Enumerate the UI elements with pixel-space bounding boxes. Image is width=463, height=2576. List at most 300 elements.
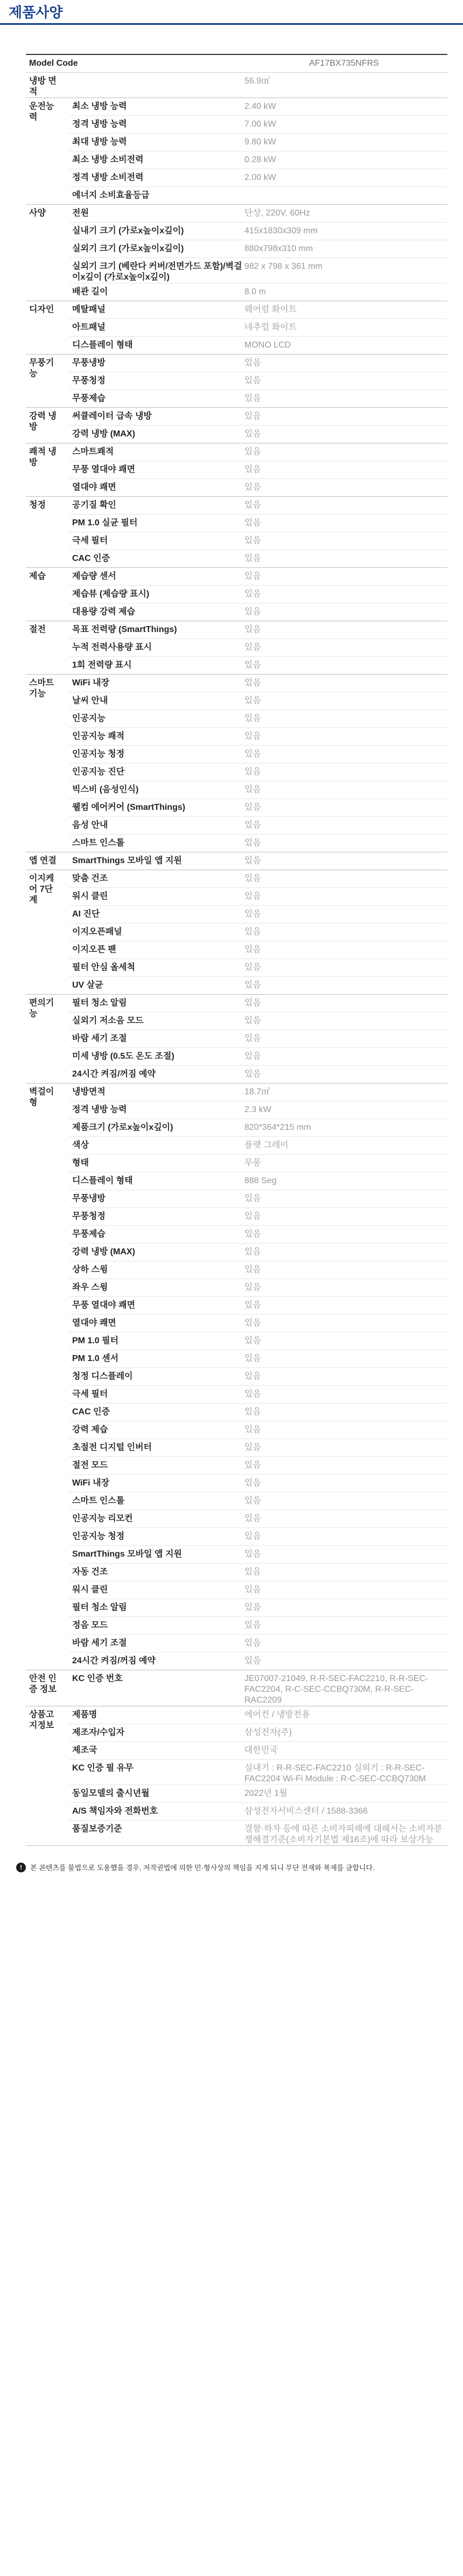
spec-label: KC 인증 필 유무 [72, 1763, 134, 1773]
spec-label: 필터 청소 알림 [72, 998, 127, 1008]
spec-value: 무풍 [244, 1158, 261, 1168]
spec-row [69, 1724, 447, 1742]
spec-row [69, 1297, 447, 1315]
spec-label: 제품명 [72, 1710, 97, 1719]
spec-group [26, 1706, 447, 1846]
spec-group [26, 443, 447, 497]
spec-label: WiFi 내장 [72, 1478, 109, 1488]
spec-row [69, 1386, 447, 1404]
spec-value: 있음 [244, 1336, 261, 1345]
spec-row [69, 169, 447, 187]
spec-row [69, 1226, 447, 1244]
spec-value: 있음 [244, 909, 261, 919]
spec-row [69, 355, 447, 372]
spec-row [69, 1439, 447, 1457]
spec-label: 무풍 열대야 쾌면 [72, 1301, 136, 1310]
spec-row [69, 1208, 447, 1226]
spec-value: 있음 [244, 892, 261, 901]
spec-value: 있음 [244, 874, 261, 883]
spec-label: CAC 인증 [72, 554, 110, 563]
spec-value: 있음 [244, 572, 261, 581]
spec-value: 있음 [244, 1052, 261, 1061]
spec-label: CAC 인증 [72, 1407, 110, 1417]
spec-label: 최대 냉방 능력 [72, 137, 127, 147]
spec-row [69, 586, 447, 603]
spec-value: MONO LCD [244, 341, 291, 350]
spec-value: 있음 [244, 607, 261, 616]
spec-rows [69, 995, 447, 1083]
spec-group-header [26, 995, 69, 1083]
spec-value: 있음 [244, 429, 261, 439]
spec-group-name: 강력 냉방 [29, 412, 57, 432]
spec-label: 무풍 열대야 쾌면 [72, 465, 136, 474]
spec-label: 무풍제습 [72, 1230, 106, 1239]
spec-row [69, 1760, 447, 1785]
spec-row [69, 1012, 447, 1030]
spec-row [69, 835, 447, 852]
spec-label: 절전 모드 [72, 1461, 108, 1470]
spec-row [69, 461, 447, 479]
spec-value: 결함·하자 등에 따른 소비자피해에 대해서는 소비자분쟁해결기준(소비자기본법 제16조)에 따라 보상가능 [244, 1824, 443, 1844]
spec-label: 배관 길이 [72, 287, 108, 296]
spec-value: 있음 [244, 1247, 261, 1256]
spec-rows [69, 852, 447, 870]
spec-row [69, 98, 447, 116]
spec-row [69, 1492, 447, 1510]
spec-value: 있음 [244, 927, 261, 936]
spec-label: 상하 스윙 [72, 1265, 108, 1274]
spec-label: AI 진단 [72, 909, 100, 919]
spec-value: 있음 [244, 1354, 261, 1363]
spec-group-name: 냉방 면적 [29, 77, 57, 96]
spec-row [69, 1119, 447, 1137]
spec-row [69, 977, 447, 994]
spec-label: 제품크기 (가로x높이x깊이) [72, 1123, 173, 1132]
spec-label: 극세 필터 [72, 536, 108, 545]
spec-label: UV 살균 [72, 981, 103, 990]
spec-label: 좌우 스윙 [72, 1283, 108, 1292]
spec-value: 415x1830x309 mm [244, 226, 318, 235]
spec-row [69, 710, 447, 728]
spec-row [69, 1084, 447, 1101]
spec-row [69, 1706, 447, 1724]
spec-group [26, 301, 447, 355]
spec-label: 제조자/수입자 [72, 1728, 125, 1737]
model-code-value: AF17BX735NFRS [309, 59, 379, 68]
spec-value: 있음 [244, 518, 261, 527]
spec-label: 인공지능 청정 [72, 1532, 125, 1541]
spec-label: 열대야 쾌면 [72, 1318, 116, 1328]
spec-value: 있음 [244, 412, 261, 421]
spec-value: 있음 [244, 1194, 261, 1203]
spec-row [69, 73, 447, 90]
spec-group-header [26, 870, 69, 994]
spec-row [69, 337, 447, 354]
spec-group [26, 355, 447, 408]
spec-row [69, 1244, 447, 1261]
spec-label: 에너지 소비효율등급 [72, 191, 150, 200]
spec-row [69, 621, 447, 639]
spec-group [26, 568, 447, 621]
spec-value: 있음 [244, 856, 261, 865]
spec-row [69, 1528, 447, 1546]
spec-row [69, 187, 447, 204]
spec-row [69, 888, 447, 906]
spec-label: 제습뷰 (제습량 표시) [72, 589, 150, 599]
spec-value: 있음 [244, 1514, 261, 1523]
spec-label: 극세 필터 [72, 1390, 108, 1399]
spec-row [69, 301, 447, 319]
spec-label: 미세 냉방 (0.5도 온도 조절) [72, 1052, 174, 1061]
spec-value: 있음 [244, 661, 261, 670]
spec-value: 2.40 kW [244, 102, 276, 111]
spec-row [69, 1785, 447, 1803]
spec-row [69, 1101, 447, 1119]
spec-group-header [26, 205, 69, 301]
spec-row [69, 1821, 447, 1845]
spec-label: 이지오픈패널 [72, 927, 122, 936]
spec-group-header [26, 1084, 69, 1670]
spec-row [69, 390, 447, 407]
spec-group-header [26, 443, 69, 496]
spec-group-header [26, 301, 69, 354]
spec-value: 있음 [244, 589, 261, 599]
spec-value: 있음 [244, 1301, 261, 1310]
spec-label: 품질보증기준 [72, 1824, 122, 1834]
spec-label: 정격 냉방 능력 [72, 1105, 127, 1114]
spec-label: 대용량 강력 제습 [72, 607, 136, 616]
spec-value: JE07007-21049, R-R-SEC-FAC2210, R-R-SEC-FAC2204, R-C-SEC-CCBQ730M, R-R-SEC-RAC2209 [244, 1674, 429, 1705]
spec-label: SmartThings 모바일 앱 지원 [72, 856, 182, 865]
spec-row [69, 240, 447, 258]
spec-label: 강력 냉방 (MAX) [72, 1247, 135, 1256]
spec-value: 982 x 798 x 361 mm [244, 262, 322, 271]
spec-label: A/S 책임자와 전화번호 [72, 1807, 158, 1816]
spec-group-name: 디자인 [29, 305, 54, 314]
spec-label: 디스플레이 형태 [72, 1176, 133, 1185]
spec-group-header [26, 675, 69, 852]
spec-value: 있음 [244, 376, 261, 385]
spec-value: 있음 [244, 358, 261, 367]
spec-value: 있음 [244, 1461, 261, 1470]
spec-value: 있음 [244, 696, 261, 705]
spec-label: 실외기 크기 (베란다 커버/전면가드 포함)/벽걸이x깊이 (가로x높이x깊이) [72, 262, 242, 282]
spec-label: 자동 건조 [72, 1567, 108, 1577]
spec-value [244, 187, 447, 190]
spec-value: 있음 [244, 643, 261, 652]
spec-label: 1회 전력량 표시 [72, 661, 132, 670]
spec-label: 스마트 인스톨 [72, 1496, 125, 1505]
copyright-notice-text: 본 콘텐츠를 불법으로 도용했을 경우, 저작권법에 의한 민·형사상의 책임을 지게 되니 무단 전재와 복제를 금합니다. [30, 1864, 375, 1872]
spec-value: 있음 [244, 945, 261, 954]
spec-label: SmartThings 모바일 앱 지원 [72, 1550, 182, 1559]
spec-row [69, 116, 447, 134]
spec-group [26, 870, 447, 995]
spec-value: 있음 [244, 1585, 261, 1594]
spec-value: 880x798x310 mm [244, 244, 313, 253]
spec-group [26, 205, 447, 301]
spec-row [69, 692, 447, 710]
spec-label: 정음 모드 [72, 1621, 108, 1630]
spec-label: WiFi 내장 [72, 678, 109, 688]
spec-row [69, 1332, 447, 1350]
spec-group [26, 621, 447, 675]
spec-group-name: 제습 [29, 572, 46, 581]
spec-label: 24시간 켜짐/꺼짐 예약 [72, 1656, 156, 1665]
spec-rows [69, 443, 447, 496]
spec-row [69, 151, 447, 169]
spec-group-header [26, 355, 69, 407]
spec-label: 전원 [72, 209, 89, 218]
spec-value: 있음 [244, 749, 261, 759]
spec-group [26, 408, 447, 443]
spec-value: 있음 [244, 1016, 261, 1025]
spec-row [69, 817, 447, 835]
spec-group-name: 스마트 기능 [29, 678, 54, 698]
spec-row [69, 852, 447, 870]
spec-value: 56.9㎡ [244, 77, 270, 86]
spec-row [69, 1635, 447, 1652]
spec-label: 공기질 확인 [72, 501, 116, 510]
spec-value: 7.00 kW [244, 120, 276, 129]
spec-row [69, 568, 447, 586]
spec-value: 단상, 220V, 60Hz [244, 209, 310, 218]
spec-value: 있음 [244, 1603, 261, 1612]
spec-row [69, 1368, 447, 1386]
spec-row [69, 870, 447, 888]
spec-row [69, 479, 447, 496]
spec-row [69, 497, 447, 515]
spec-label: 무풍냉방 [72, 358, 106, 367]
spec-group [26, 73, 447, 98]
spec-label: 형태 [72, 1158, 89, 1168]
spec-label: 제습량 센서 [72, 572, 116, 581]
spec-label: 메탈패널 [72, 305, 106, 314]
spec-label: 스마트쾌적 [72, 447, 114, 456]
spec-value: 삼성전자서비스센터 / 1588-3366 [244, 1807, 368, 1816]
spec-row [69, 205, 447, 223]
spec-value: 있음 [244, 1283, 261, 1292]
spec-label: PM 1.0 실균 필터 [72, 518, 138, 527]
spec-value: 있음 [244, 1656, 261, 1665]
spec-value: 있음 [244, 1230, 261, 1239]
spec-row [69, 1670, 447, 1706]
spec-group-name: 이지케어 7단계 [29, 874, 54, 905]
spec-rows [69, 568, 447, 621]
spec-row [69, 1599, 447, 1617]
spec-group-header [26, 852, 69, 870]
spec-label: 동일모델의 출시년월 [72, 1789, 150, 1798]
spec-row [69, 1350, 447, 1368]
spec-value: 있음 [244, 1034, 261, 1043]
spec-row [69, 1404, 447, 1421]
spec-label: 무풍청정 [72, 1212, 106, 1221]
spec-group-name: 사양 [29, 209, 46, 218]
spec-label: 아트패널 [72, 323, 106, 332]
spec-row [69, 728, 447, 746]
spec-value: 있음 [244, 1265, 261, 1274]
spec-row [69, 1546, 447, 1564]
spec-label: 실외기 저소음 모드 [72, 1016, 144, 1025]
spec-label: 써큘레이터 급속 냉방 [72, 412, 152, 421]
spec-label: 색상 [72, 1141, 89, 1150]
spec-label: 냉방면적 [72, 1087, 106, 1096]
spec-group-name: 운전능력 [29, 102, 54, 122]
spec-label: 무풍냉방 [72, 1194, 106, 1203]
spec-label: 열대야 쾌면 [72, 483, 116, 492]
spec-label: 이지오픈 팬 [72, 945, 116, 954]
spec-label: 제조국 [72, 1746, 97, 1755]
spec-value: 2022년 1월 [244, 1789, 287, 1798]
spec-value: 있음 [244, 767, 261, 776]
spec-value: 있음 [244, 1407, 261, 1417]
spec-group [26, 675, 447, 852]
spec-label: 실내기 크기 (가로x높이x깊이) [72, 226, 184, 235]
spec-group-name: 상품고지정보 [29, 1710, 54, 1730]
spec-value: 있음 [244, 1318, 261, 1328]
spec-value: 888 Seg [244, 1176, 277, 1185]
spec-row [69, 1190, 447, 1208]
spec-value: 있음 [244, 1443, 261, 1452]
spec-label: 인공지능 진단 [72, 767, 125, 776]
spec-value: 있음 [244, 1478, 261, 1488]
spec-group-header [26, 73, 69, 98]
spec-value: 있음 [244, 1550, 261, 1559]
spec-label: 워시 클린 [72, 1585, 108, 1594]
spec-label: 강력 제습 [72, 1425, 108, 1434]
spec-value: 네추럴 화이트 [244, 323, 297, 332]
spec-row [69, 258, 447, 283]
spec-row [69, 1066, 447, 1083]
spec-group-name: 앱 연결 [29, 856, 57, 865]
spec-group-header [26, 408, 69, 443]
spec-group-name: 무풍기능 [29, 358, 54, 378]
spec-group [26, 1084, 447, 1670]
spec-value: 웨어럼 화이트 [244, 305, 297, 314]
spec-row [69, 372, 447, 390]
spec-row [69, 1137, 447, 1155]
spec-label: 인공지능 [72, 714, 106, 723]
spec-label: 음성 안내 [72, 821, 108, 830]
spec-value: 삼성전자(주) [244, 1728, 292, 1737]
spec-group [26, 497, 447, 568]
spec-label: 맞춤 건조 [72, 874, 108, 883]
spec-row [69, 1581, 447, 1599]
spec-row [69, 1742, 447, 1760]
spec-row [69, 746, 447, 763]
spec-row [69, 924, 447, 941]
spec-value: 있음 [244, 998, 261, 1008]
spec-value: 있음 [244, 1638, 261, 1648]
spec-row [69, 550, 447, 567]
spec-row [69, 283, 447, 301]
spec-label: 강력 냉방 (MAX) [72, 429, 135, 439]
spec-row [69, 1510, 447, 1528]
spec-group-header [26, 621, 69, 674]
spec-row [69, 408, 447, 426]
spec-group-header [26, 568, 69, 621]
spec-label: 청정 디스플레이 [72, 1372, 133, 1381]
spec-label: 인공지능 청정 [72, 749, 125, 759]
spec-value: 에어컨 / 냉방전용 [244, 1710, 310, 1719]
spec-row [69, 1155, 447, 1172]
spec-group-header [26, 497, 69, 567]
spec-row [69, 1421, 447, 1439]
spec-value: 실내기 : R-R-SEC-FAC2210 실외기 : R-R-SEC-FAC2204 Wi-Fi Module : R-C-SEC-CCBQ730M [244, 1763, 426, 1783]
spec-group [26, 995, 447, 1084]
spec-group-name: 편의기능 [29, 998, 54, 1018]
spec-group-name: 벽걸이형 [29, 1087, 54, 1107]
spec-label [69, 73, 244, 76]
spec-value: 있음 [244, 963, 261, 972]
spec-value: 있음 [244, 821, 261, 830]
spec-label: 바람 세기 조절 [72, 1638, 127, 1648]
spec-label: 필터 청소 알림 [72, 1603, 127, 1612]
spec-label: 인공지능 리모컨 [72, 1514, 133, 1523]
spec-label: 누적 전력사용량 표시 [72, 643, 152, 652]
spec-value: 있음 [244, 678, 261, 688]
spec-row [69, 515, 447, 532]
spec-row [69, 1457, 447, 1475]
spec-rows [69, 870, 447, 994]
spec-rows [69, 497, 447, 567]
spec-label: PM 1.0 센서 [72, 1354, 119, 1363]
spec-value: 대한민국 [244, 1746, 278, 1755]
spec-value: 있음 [244, 625, 261, 634]
spec-row [69, 781, 447, 799]
spec-row [69, 1279, 447, 1297]
model-code-label: Model Code [29, 59, 78, 68]
spec-value: 있음 [244, 1070, 261, 1079]
spec-value: 있음 [244, 838, 261, 848]
spec-row [69, 223, 447, 240]
spec-group-name: 쾌적 냉방 [29, 447, 57, 467]
spec-row [69, 426, 447, 443]
spec-value: 있음 [244, 447, 261, 456]
spec-group-name: 절전 [29, 625, 46, 634]
spec-row [69, 959, 447, 977]
spec-group-name: 안전 인증 정보 [29, 1674, 57, 1694]
spec-value: 있음 [244, 465, 261, 474]
spec-row [69, 1030, 447, 1048]
spec-row [69, 1803, 447, 1821]
spec-rows [69, 1706, 447, 1845]
spec-value: 있음 [244, 1567, 261, 1577]
spec-value: 2.00 kW [244, 173, 276, 182]
spec-value: 있음 [244, 1532, 261, 1541]
spec-row [69, 941, 447, 959]
spec-label: 빅스비 (음성인식) [72, 785, 139, 794]
spec-value: 있음 [244, 1372, 261, 1381]
spec-value: 있음 [244, 1496, 261, 1505]
spec-rows [69, 73, 447, 98]
spec-table [26, 54, 447, 1846]
spec-row [69, 532, 447, 550]
spec-row [69, 657, 447, 674]
spec-value: 있음 [244, 981, 261, 990]
spec-rows [69, 355, 447, 407]
spec-row [69, 1172, 447, 1190]
spec-row [69, 1617, 447, 1635]
copyright-notice [16, 1862, 463, 1872]
spec-value: 있음 [244, 785, 261, 794]
page-title: 제품사양 [0, 0, 463, 25]
spec-label: PM 1.0 필터 [72, 1336, 119, 1345]
spec-label: 실외기 크기 (가로x높이x깊이) [72, 244, 184, 253]
spec-row [69, 443, 447, 461]
spec-group [26, 852, 447, 870]
spec-group-header [26, 98, 69, 204]
